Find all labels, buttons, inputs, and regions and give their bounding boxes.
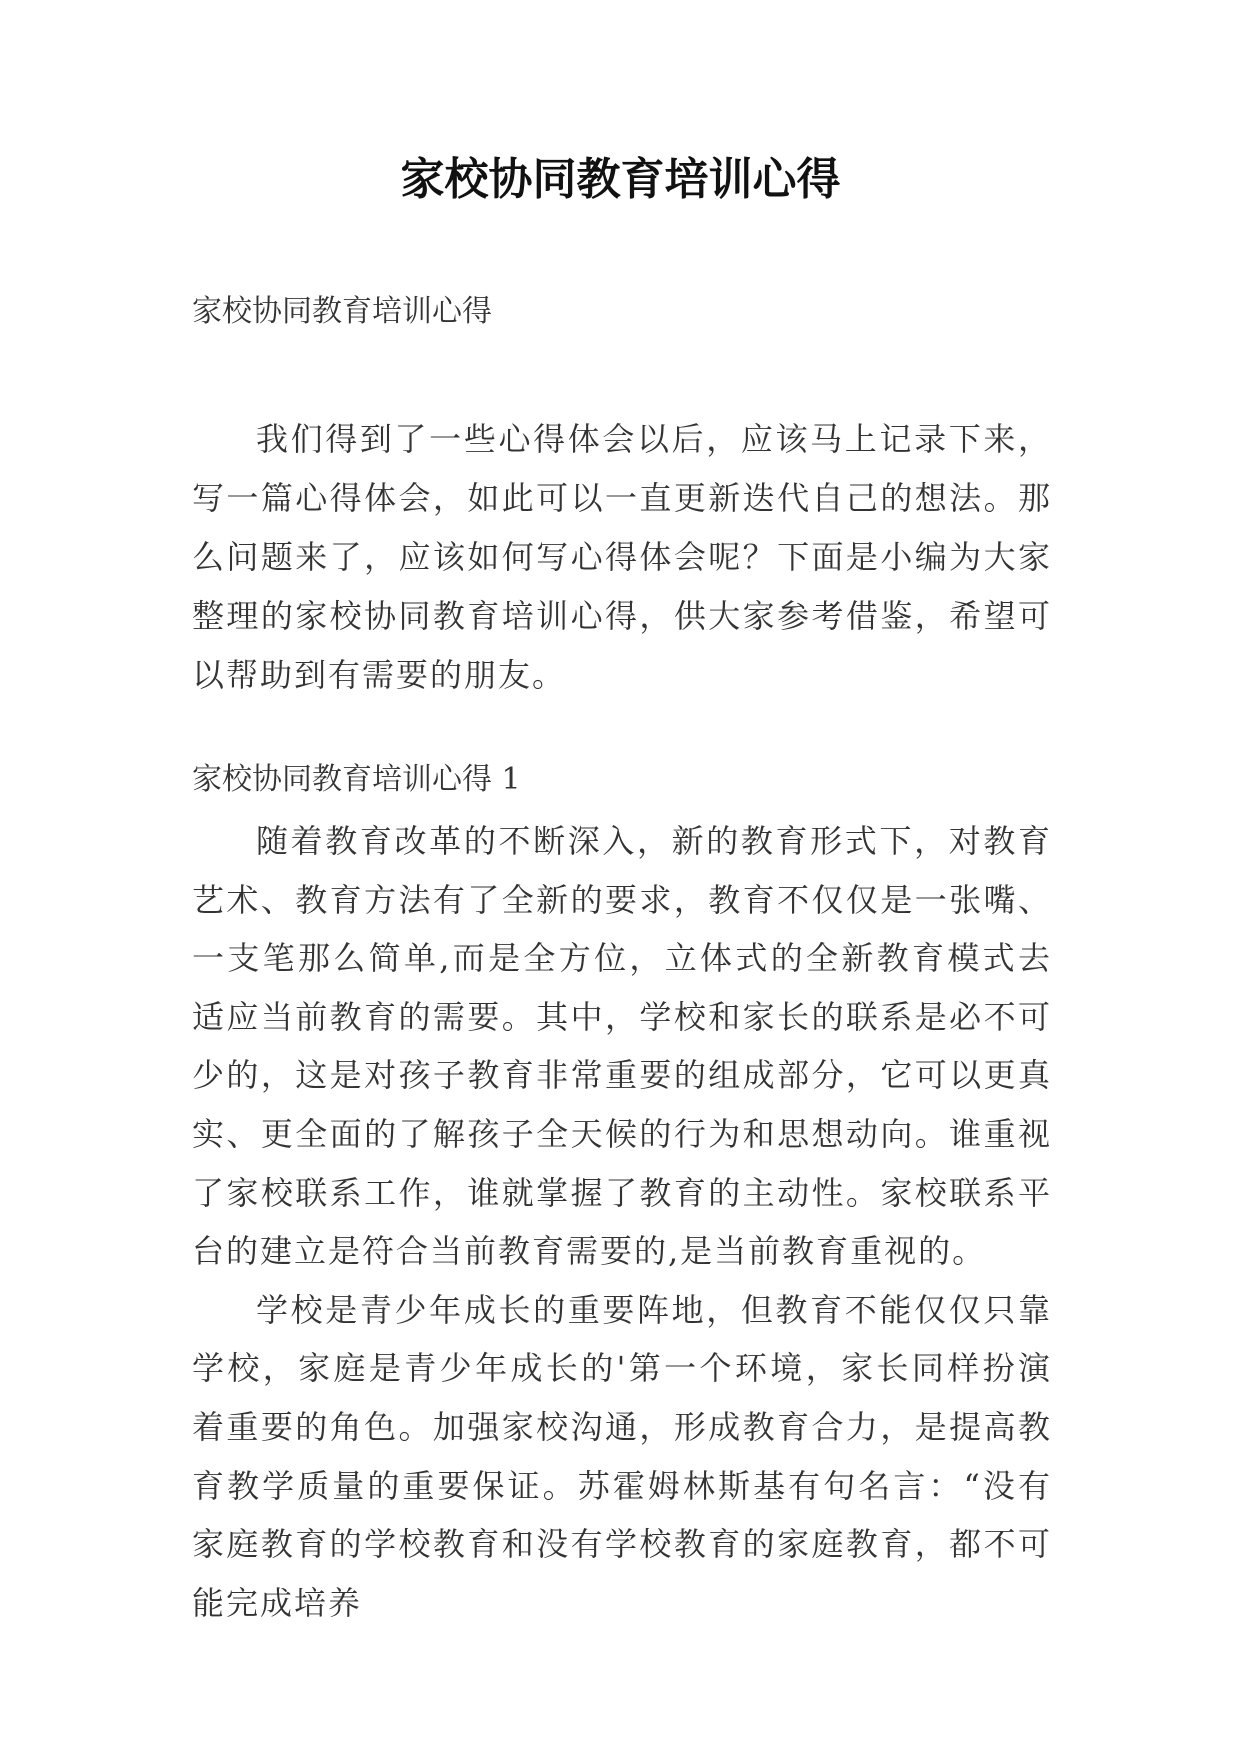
section-body: [192, 812, 1052, 1632]
body-paragraph-1: 随着教育改革的不断深入，新的教育形式下，对教育艺术、教育方法有了全新的要求，教育不仅仅是一张嘴、一支笔那么简单,而是全方位，立体式的全新教育模式去适应当前教育的需要。其中，学校和家长的联系是必不可少的，这是对孩子教育非常重要的组成部分，它可以更真实、更全面的了解孩子全天候的行为和思想动向。谁重视了家校联系工作，谁就掌握了教育的主动性。家校联系平台的建立是符合当前教育需要的,是当前教育重视的。: [192, 822, 1052, 1271]
section-heading: 家校协同教育培训心得 1: [192, 762, 521, 797]
intro-paragraph: 我们得到了一些心得体会以后，应该马上记录下来，写一篇心得体会，如此可以一直更新迭代自己的想法。那么问题来了，应该如何写心得体会呢？下面是小编为大家整理的家校协同教育培训心得，供大家参考借鉴，希望可以帮助到有需要的朋友。: [192, 420, 1052, 694]
page-title: 家校协同教育培训心得: [400, 154, 841, 205]
document-subtitle: 家校协同教育培训心得: [192, 294, 492, 329]
body-paragraph-2: 学校是青少年成长的重要阵地，但教育不能仅仅只靠学校，家庭是青少年成长的'第一个环境，家长同样扮演着重要的角色。加强家校沟通，形成教育合力，是提高教育教学质量的重要保证。苏霍姆林斯基有句名言：“没有家庭教育的学校教育和没有学校教育的家庭教育，都不可能完成培养: [192, 1290, 1052, 1622]
